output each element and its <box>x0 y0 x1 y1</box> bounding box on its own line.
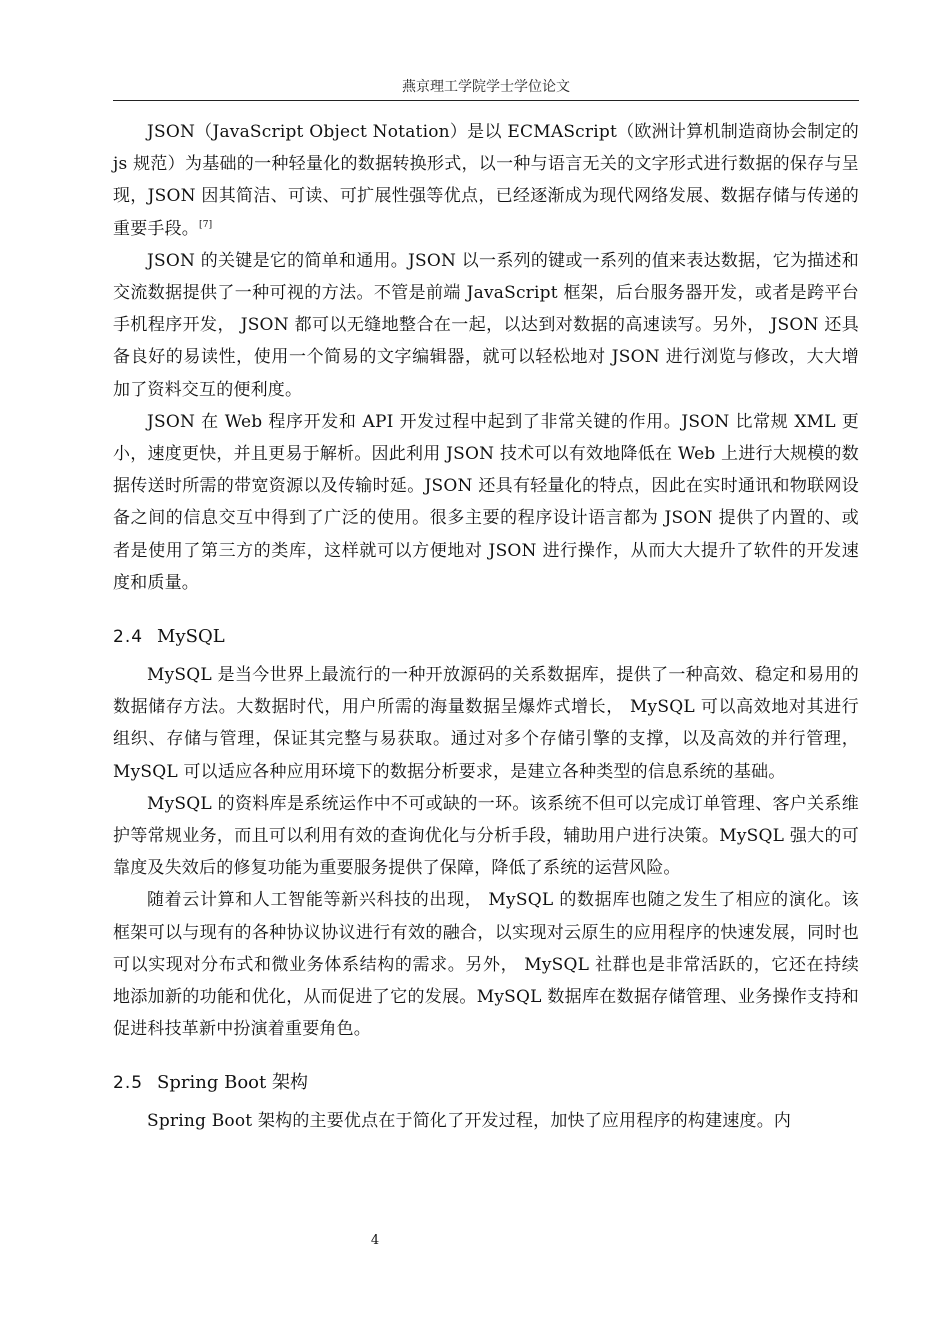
mysql-paragraph-1: MySQL 是当今世界上最流行的一种开放源码的关系数据库，提供了一种高效、稳定和易用的数据储存方法。大数据时代，用户所需的海量数据呈爆炸式增长， MySQL 可以高效地对其进行组织、存储与管理，保证其完整与易获取。通过对多个存储引擎的支撑，以及高效的并行管理， MySQL 可以适应各种应用环境下的数据分析要求，是建立各种类型的信息系统的基础。 <box>113 665 859 782</box>
json-paragraph-1 <box>113 116 859 245</box>
spacer <box>113 1045 859 1067</box>
json-paragraph-3: JSON 在 Web 程序开发和 API 开发过程中起到了非常关键的作用。JSON 比常规 XML 更小，速度更快，并且更易于解析。因此利用 JSON 技术可以有效地降低在 Web 上进行大规模的数据传送时所需的带宽资源以及传输时延。JSON 还具有轻量化的特点，因此在实时通讯和物联网设备之间的信息交互中得到了广泛的使用。很多主要的程序设计语言都为 JSON 提供了内置的、或者是使用了第三方的类库，这样就可以方便地对 JSON 进行操作，从而大大提升了软件的开发速度和质量。 <box>113 411 859 593</box>
spring-boot-paragraph-1: Spring Boot 架构的主要优点在于简化了开发过程，加快了应用程序的构建速度。内 <box>147 1111 792 1132</box>
mysql-paragraph-3: 随着云计算和人工智能等新兴科技的出现， MySQL 的数据库也随之发生了相应的演化。该框架可以与现有的各种协议协议进行有效的融合，以实现对云原生的应用程序的快速发展，同时也可以实现对分布式和微业务体系结构的需求。另外， MySQL 社群也是非常活跃的，它还在持续地添加新的功能和优化，从而促进了它的发展。MySQL 数据库在数据存储管理、业务操作支持和促进科技革新中扮演着重要角色。 <box>113 890 859 1040</box>
section-heading-spring-boot <box>113 1067 859 1099</box>
section-title: MySQL <box>157 626 225 648</box>
page-body <box>113 116 859 1138</box>
section-number: 2.5 <box>113 1073 144 1094</box>
page-number: 4 <box>370 1233 380 1248</box>
section-number: 2.4 <box>113 627 144 648</box>
json-paragraph-2: JSON 的关键是它的简单和通用。JSON 以一系列的键或一系列的值来表达数据，它为描述和交流数据提供了一种可视的方法。不管是前端 JavaScript 框架，后台服务器开发，或者是跨平台手机程序开发， JSON 都可以无缝地整合在一起，以达到对数据的高速读写。另外， JSON 还具备良好的易读性，使用一个简易的文字编辑器，就可以轻松地对 JSON 进行浏览与修改，大大增加了资料交互的便利度。 <box>113 250 859 400</box>
spacer <box>113 599 859 621</box>
mysql-paragraph-2: MySQL 的资料库是系统运作中不可或缺的一环。该系统不但可以完成订单管理、客户关系维护等常规业务，而且可以利用有效的查询优化与分析手段，辅助用户进行决策。MySQL 强大的可靠度及失效后的修复功能为重要服务提供了保障，降低了系统的运营风险。 <box>113 793 859 879</box>
section-title: Spring Boot 架构 <box>157 1072 308 1094</box>
section-heading-mysql <box>113 621 859 653</box>
running-header: 燕京理工学院学士学位论文 <box>402 79 570 95</box>
citation-marker: [7] <box>199 219 213 230</box>
header-divider <box>113 100 859 101</box>
json-paragraph-1-text: JSON（JavaScript Object Notation）是以 ECMAScript（欧洲计算机制造商协会制定的 js 规范）为基础的一种轻量化的数据转换形式，以一种与语言无关的文字形式进行数据的保存与呈现，JSON 因其简洁、可读、可扩展性强等优点，已经逐渐成为现代网络发展、数据存储与传递的重要手段。 <box>113 122 859 239</box>
